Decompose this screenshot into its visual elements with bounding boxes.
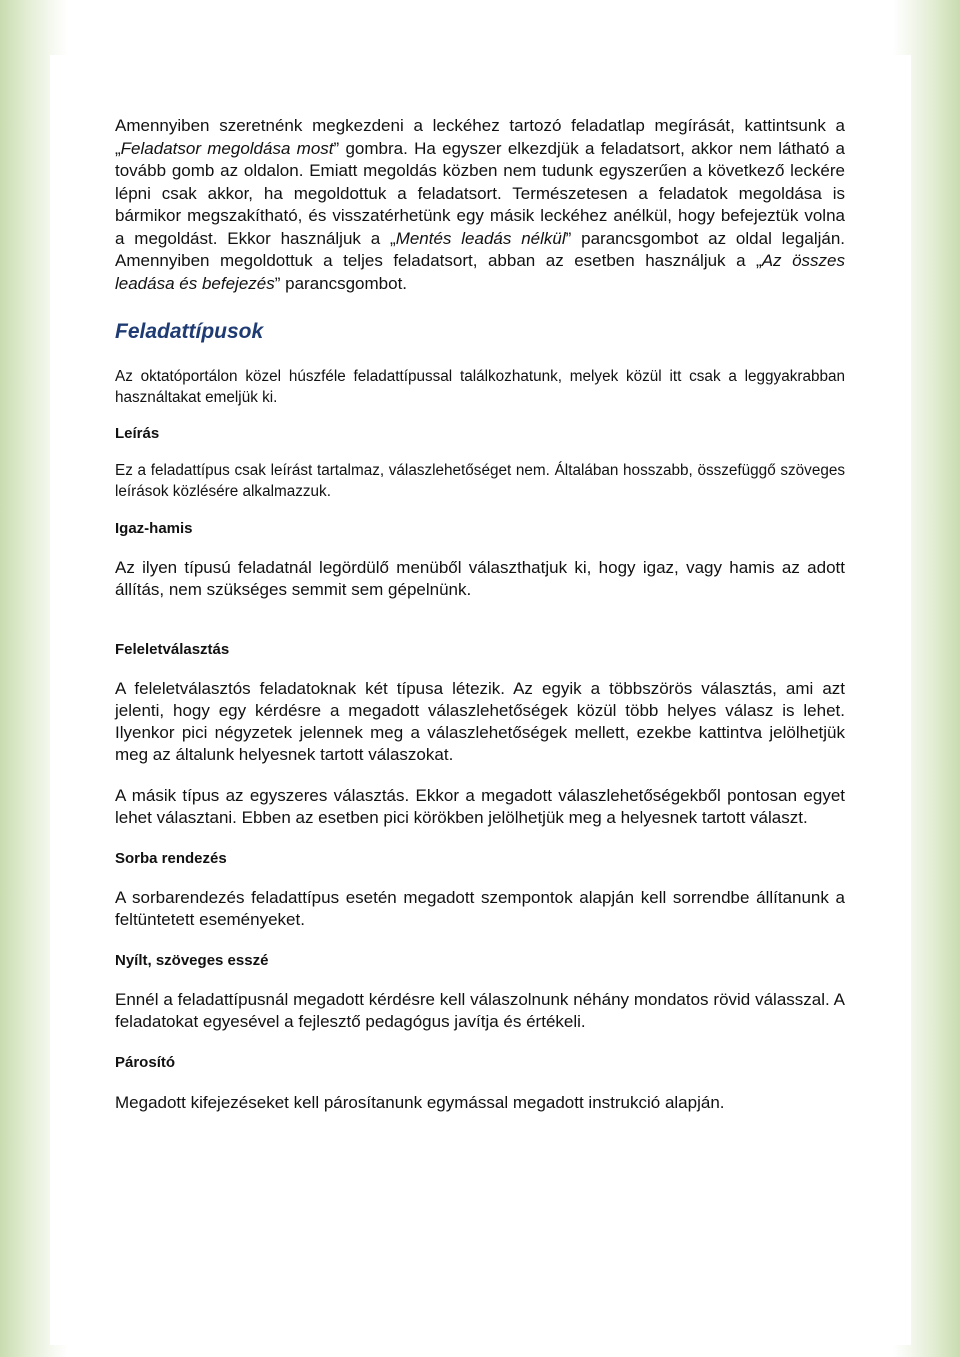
subheading-feleletvalasztas: Feleletválasztás bbox=[115, 641, 230, 658]
sorba-rendezes-text: A sorbarendezés feladattípus esetén megadott szempontok alapján kell sorrendbe állítanunk a feltüntetett eseményeket. bbox=[115, 888, 845, 929]
subheading-leiras: Leírás bbox=[115, 425, 160, 442]
intro-text-4: ” parancsgombot. bbox=[274, 273, 408, 293]
intro-text-1: Amennyiben szeretnénk megkezdeni a leckéhez tartozó feladatlap megírását, kattintsunk a „ bbox=[115, 116, 845, 158]
subheading-parosito: Párosító bbox=[115, 1054, 176, 1071]
document-page bbox=[50, 55, 911, 1345]
subheading-sorba-rendezes: Sorba rendezés bbox=[115, 850, 227, 867]
subheading-igaz-hamis: Igaz-hamis bbox=[115, 520, 193, 537]
essze-text: Ennél a feladattípusnál megadott kérdésre kell válaszolnunk néhány mondatos rövid válasszal. A feladatokat egyesével a fejlesztő pedagógus javítja és értékeli. bbox=[115, 990, 845, 1031]
intro-paragraph bbox=[115, 115, 845, 295]
subheading-essze: Nyílt, szöveges esszé bbox=[115, 952, 269, 969]
igaz-hamis-text: Az ilyen típusú feladatnál legördülő menüből választhatjuk ki, hogy igaz, vagy hamis az adott állítás, nem szükséges semmit sem gépelnünk. bbox=[115, 558, 845, 599]
parosito-text: Megadott kifejezéseket kell párosítanunk egymással megadott instrukció alapján. bbox=[115, 1093, 725, 1112]
intro-text-2: ” gombra. Ha egyszer elkezdjük a feladatsort, akkor nem látható a tovább gomb az oldalon. Emiatt megoldás közben nem tudunk egyszerűen a következő leckére lépni csak akkor, ha megoldottuk a feladatsort. Természetesen a feladatok megoldása is bármikor megszakítható, és visszatérhetünk egy másik leckéhez anélkül, hogy befejeztük volna a megoldást. Ekkor használjuk a „ bbox=[115, 138, 845, 248]
section-heading: Feladattípusok bbox=[115, 320, 264, 343]
types-intro: Az oktatóportálon közel húszféle feladattípussal találkozhatunk, melyek közül itt csak a leggyakrabban használtakat emeljük ki. bbox=[115, 368, 845, 406]
intro-button-name-finish: Az összes leadása és befejezés bbox=[115, 251, 845, 293]
intro-button-name-save: Mentés leadás nélkül bbox=[395, 228, 566, 248]
feleletvalasztas-text-1: A feleletválasztós feladatoknak két típusa létezik. Az egyik a többszörös választás, ami azt jelenti, hogy egy kérdésre a megadott válaszlehetőségek közül több helyes válasz is lehet. Ilyenkor pici négyzetek jelennek meg a válaszlehetőségek mellett, ezekbe kattintva jelölhetjük meg az általunk helyesnek tartott válaszokat. bbox=[115, 679, 845, 764]
intro-text-3: ” parancsgombot az oldal legalján. Amennyiben megoldottuk a teljes feladatsort, abban az esetben használjuk a „ bbox=[115, 228, 846, 270]
intro-button-name-start: Feladatsor megoldása most bbox=[120, 138, 334, 158]
feleletvalasztas-text-2: A másik típus az egyszeres választás. Ekkor a megadott válaszlehetőségekből pontosan egyet lehet választani. Ebben az esetben pici körökben jelölhetjük meg a helyesnek tartott választ. bbox=[115, 786, 845, 827]
document-content bbox=[115, 115, 845, 1114]
leiras-text: Ez a feladattípus csak leírást tartalmaz, válaszlehetőséget nem. Általában hosszabb, összefüggő szöveges leírások közlésére alkalmazzuk. bbox=[115, 462, 845, 500]
